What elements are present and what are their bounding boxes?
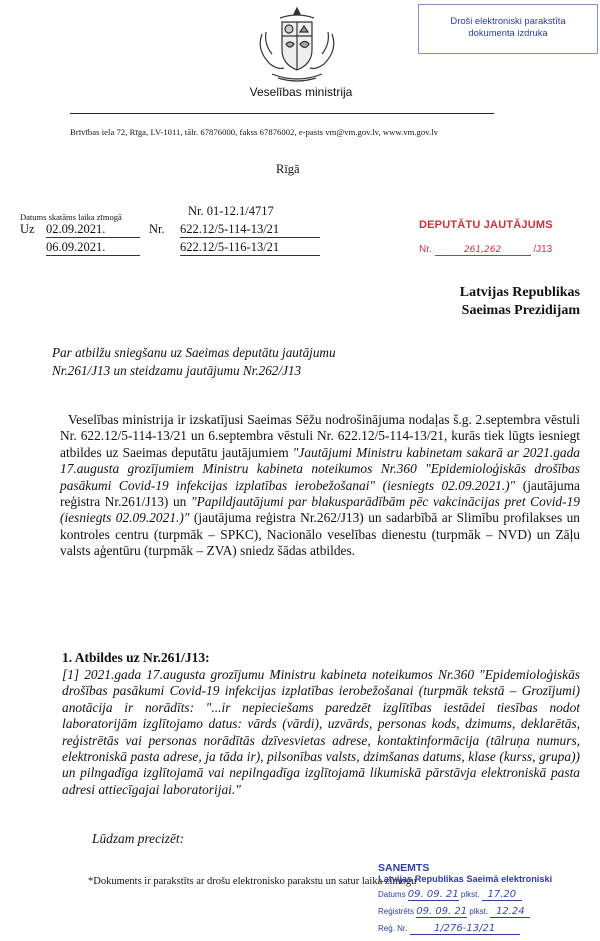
deputy-handwritten-number: 261,262 [435, 245, 531, 256]
nr-label: Nr. [188, 204, 204, 218]
body-question-title-1: "Jautājumi Ministru kabinetam sakarā ar 2021.gada 17.augusta grozījumiem Ministru kabineta noteikumos Nr.360 "Epidemioloģiskās drošības pasākumi Covid-19 infekcijas izplatības ierobežošanai" (iesniegts 02.09.2021.)" [60, 444, 580, 493]
reg-number-label: Reģ. Nr. [378, 924, 408, 933]
body-question-title-2: "Papildjautājumi par blakusparādībām pēc vakcinācijas pret Covid-19 (iesniegts 02.09.2021.)" [60, 494, 580, 526]
e-signature-line1: Droši elektroniski parakstīta [450, 15, 566, 26]
ref2: 622.12/5-116-13/21 [180, 240, 320, 256]
recipient-line1: Latvijas Republikas [459, 285, 580, 300]
registered-time: 12.24 [490, 906, 530, 918]
ref1: 622.12/5-114-13/21 [180, 222, 320, 238]
registered-row [378, 906, 530, 918]
section-heading: 1. Atbildes uz Nr.261/J13: [62, 650, 210, 665]
registered-time-label: plkst. [469, 907, 489, 916]
deputy-question-title: DEPUTĀTU JAUTĀJUMS [419, 219, 553, 231]
received-stamp [374, 862, 596, 938]
ministry-name: Veselības ministrija [249, 85, 353, 99]
received-date-label: Datums [378, 890, 406, 899]
date1: 02.09.2021. [46, 222, 140, 238]
deputy-question-number [419, 244, 552, 256]
body-text-a: Veselības ministrija ir izskatījusi Saeimas Sēžu nodrošinājuma nodaļas š.g. 2.septembra vēstuli Nr. 622.12/5-114-13/21 un 6.septembra vēstuli Nr. 622.12/5-114-13/21, kurās tiek lūgts iesniegt atbildes uz Saeimas deputātu jautājumiem [60, 412, 580, 460]
received-date-value: 09. 09. 21 [407, 889, 459, 900]
coat-of-arms-icon [252, 4, 342, 84]
body-text-e: (jautājuma reģistra Nr.262/J13) un sadarbībā ar Slimību profilakses un kontroles centru (turpmāk – SPKC), Nacionālo veselības dienestu (turpmāk – NVD) un Zāļu valsts aģentūru (turpmāk – ZVA) sniedz šādas atbildes. [60, 510, 581, 559]
dates-label: Datums skatāms laika zīmogā [20, 212, 122, 222]
registered-label: Reģistrēts [378, 907, 415, 916]
reg-number-value: 1/276-13/21 [410, 923, 520, 935]
reg-number-row [378, 923, 520, 935]
date2: 06.09.2021. [46, 240, 140, 256]
e-signature-stamp [418, 4, 598, 54]
uz-label: Uz [20, 222, 35, 236]
nr-label-2: Nr. [149, 222, 165, 236]
received-time-value: 17.20 [482, 889, 522, 901]
deputy-nr-suffix: /J13 [533, 244, 553, 255]
doc-number: 01-12.1/4717 [206, 204, 274, 218]
received-stamp-title: SANEMTS [378, 862, 430, 874]
subject: Par atbilžu sniegšanu uz Saeimas deputātu jautājumu Nr.261/J13 un steidzamu jautājumu Nr.262/J13 [52, 345, 336, 378]
recipient-line2: Saeimas Prezidijam [461, 303, 580, 318]
recipient [380, 284, 580, 320]
received-stamp-org: Latvijas Republikas Saeimā elektroniski [378, 874, 553, 884]
doc-number-row [188, 204, 274, 219]
footnote: *Dokuments ir parakstīts ar drošu elektronisko parakstu un satur laika zīmogu [88, 876, 417, 887]
deputy-nr-label: Nr. [419, 244, 432, 255]
request-line: Lūdzam precizēt: [92, 831, 185, 846]
header-rule [70, 113, 494, 114]
place: Rīgā [276, 162, 300, 176]
received-date-row [378, 889, 522, 901]
ministry-address: Brīvības iela 72, Rīga, LV-1011, tālr. 67876000, fakss 67876002, e-pasts vm@vm.gov.lv, www.vm.gov.lv [70, 127, 439, 137]
section-quote: [1] 2021.gada 17.augusta grozījumu Ministru kabineta noteikumos Nr.360 "Epidemioloģiskās drošības pasākumi Covid-19 infekcijas izplatības ierobežošanai (turpmāk tekstā – Grozījumi) anotācija ir norādīts: "...ir nepieciešams paredzēt izglītības iestādei tiesības nodot laboratorijām izglītojamo datus: vārds (vārdi), uzvārds, personas kods, dzimums, deklarētās, reģistrētās vai personas norādītās dzīvesvietas adrese, kontaktinformācija (tālruņa numurs, elektroniskā pasta adrese, ja tāda ir), pilsonības valsts, dzimšanas datums, klase (kurss, grupa)) un pilngadīga izglītojamā vai nepilngadīga izglītojamā likumiskā pārstāvja elektroniskā pasta adresi attiecīgajai laboratorijai." [62, 667, 580, 797]
e-signature-line2: dokumenta izdruka [468, 27, 548, 38]
received-time-label: plkst. [460, 890, 480, 899]
body-text-c: (jautājuma reģistra Nr.261/J13) un [60, 477, 580, 510]
registered-date: 09. 09. 21 [416, 906, 468, 917]
body-paragraph [60, 412, 580, 560]
